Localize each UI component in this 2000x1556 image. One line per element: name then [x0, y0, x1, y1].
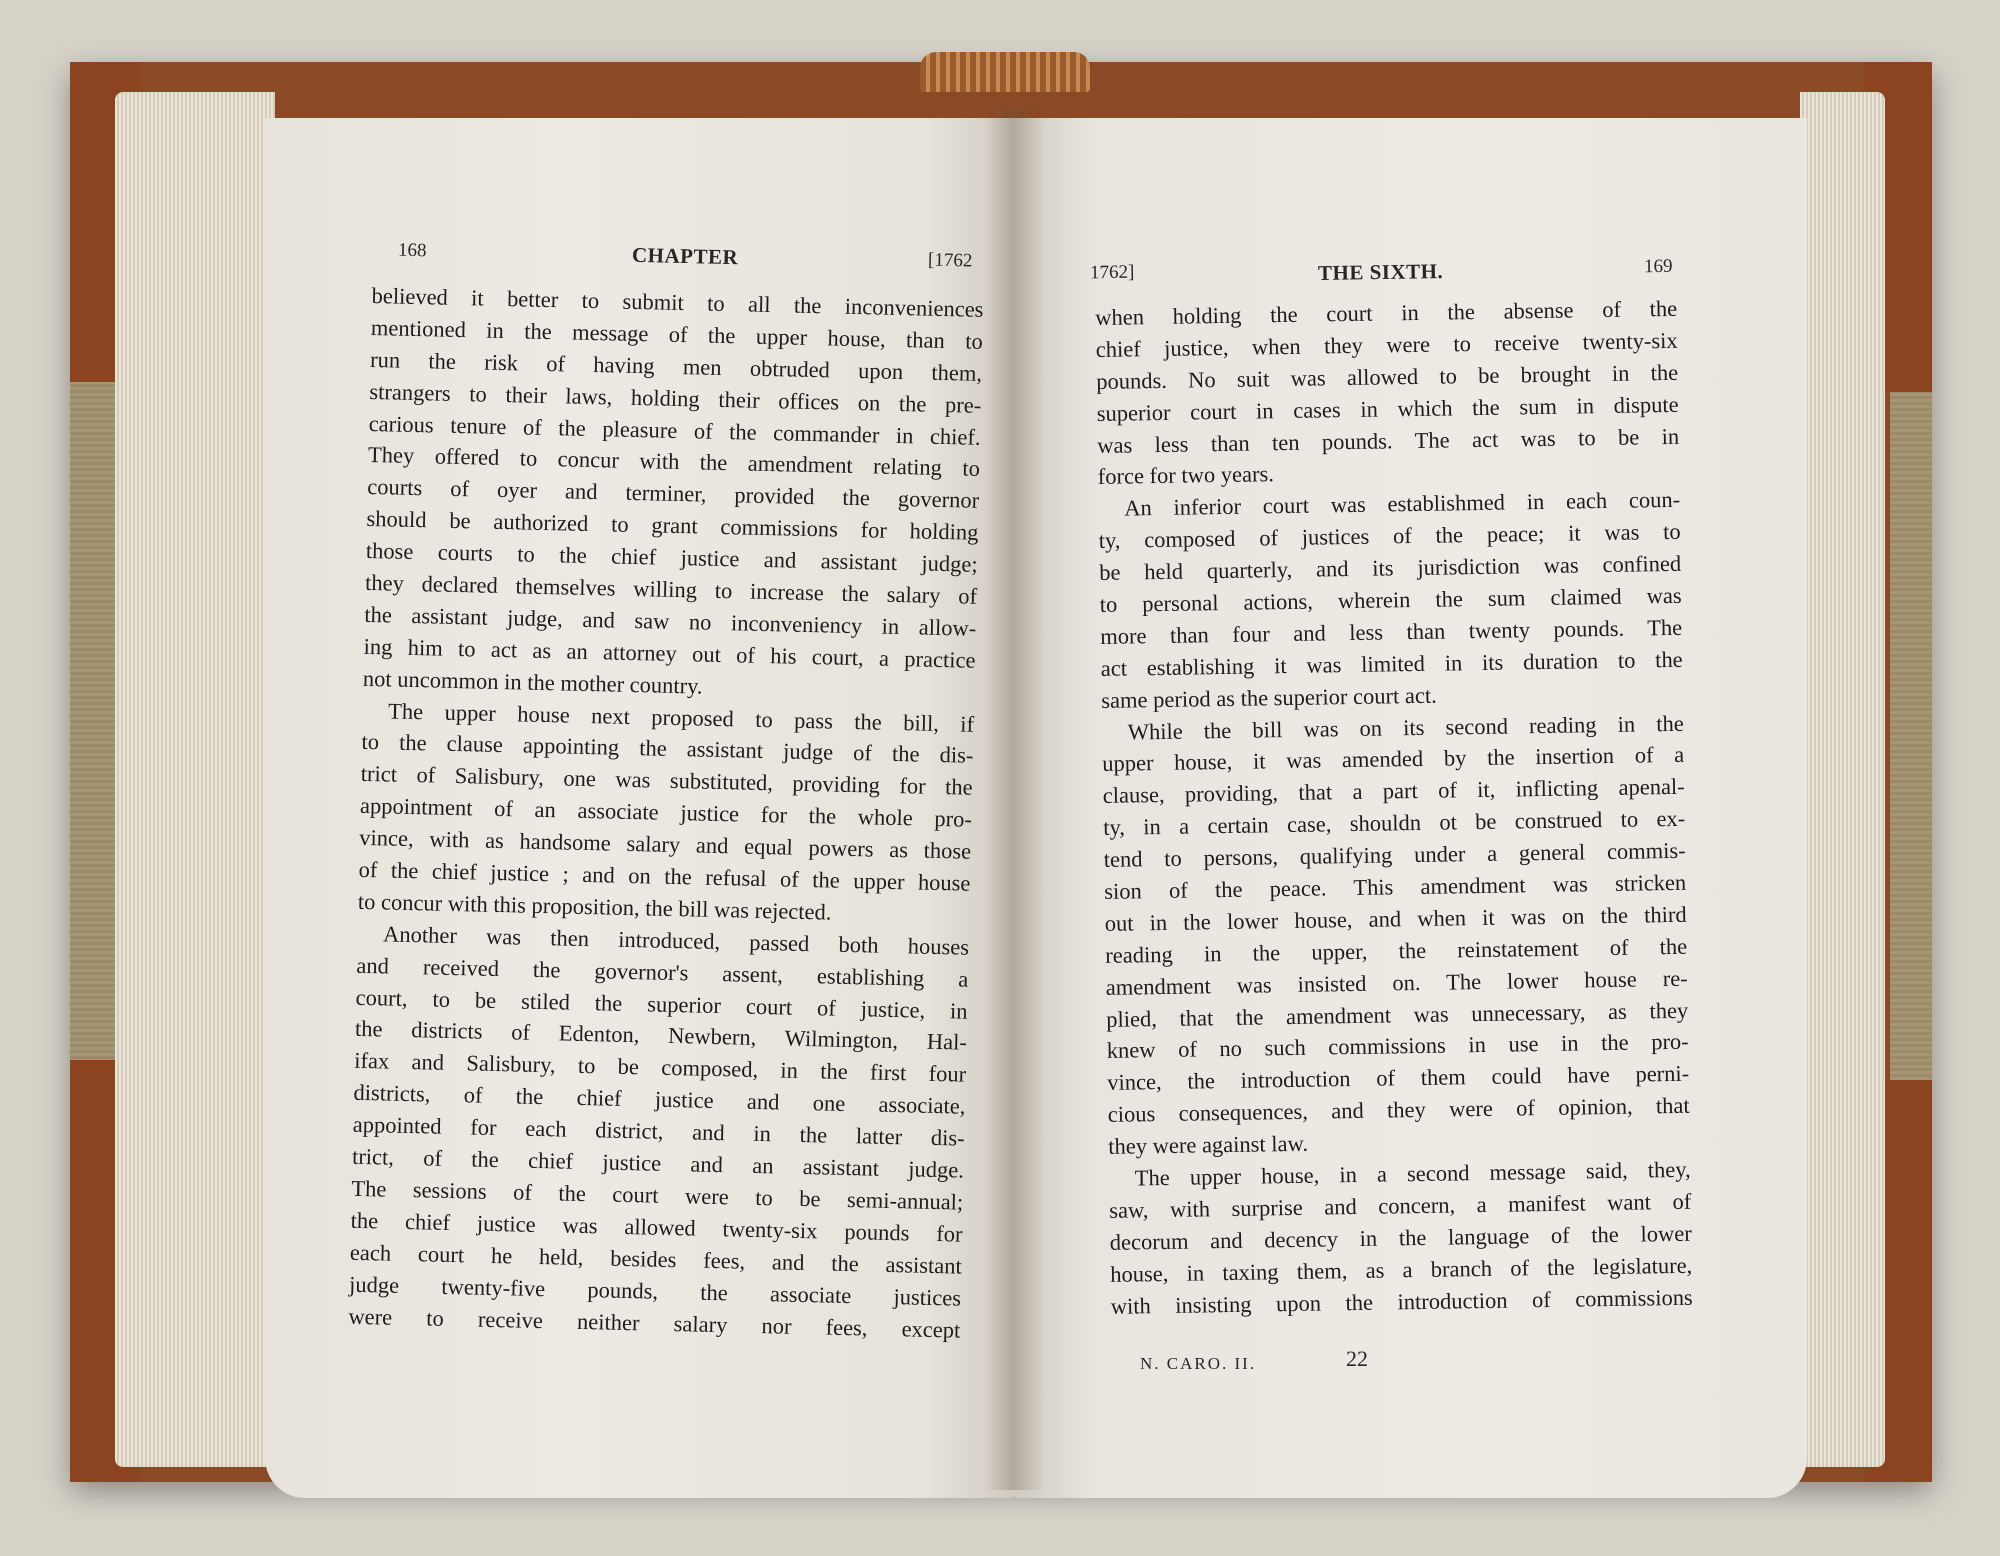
text-line: believed it better to submit to all the inconveniences: [371, 282, 984, 322]
text-line: carious tenure of the pleasure of the commander in chief.: [368, 410, 981, 450]
text-line: should be authorized to grant commissions for holding: [366, 506, 979, 546]
text-line: clause, providing, that a part of it, inflicting apenal-: [1102, 774, 1685, 809]
text-line: the districts of Edenton, Newbern, Wilmington, Hal-: [354, 1016, 968, 1056]
text-line: of the chief justice ; and on the refusal of the upper house: [358, 856, 971, 896]
page-block-edge-left: [115, 92, 275, 1467]
text-line: upper house, it was amended by the insertion of a: [1102, 742, 1685, 777]
signature-mark: N. CARO. II.: [1140, 1354, 1257, 1373]
text-line: amendment was insisted on. The lower house re-: [1105, 965, 1688, 1000]
right-page-text: [1095, 293, 1693, 1323]
text-line: courts of oyer and terminer, provided the governor: [367, 474, 980, 514]
text-line: was less than ten pounds. The act was to be in: [1097, 423, 1680, 458]
text-line: ifax and Salisbury, to be composed, in the first four: [354, 1048, 967, 1088]
text-line: districts, of the chief justice and one associate,: [353, 1080, 966, 1119]
text-line: vince, the introduction of them could have perni-: [1107, 1061, 1690, 1096]
text-line: house, in taxing them, as a branch of the legislature,: [1110, 1252, 1693, 1287]
text-line: sion of the peace. This amendment was stricken: [1104, 869, 1687, 904]
text-line: They offered to concur with the amendment relating to: [367, 442, 981, 482]
text-line: when holding the court in the absense of the: [1095, 295, 1678, 330]
text-line: each court he held, besides fees, and the assistant: [349, 1239, 963, 1279]
text-line: trict of Salisbury, one was substituted, providing for the: [360, 761, 973, 801]
text-line: chief justice, when they were to receive twenty-six: [1095, 327, 1678, 362]
text-line: out in the lower house, and when it was on the third: [1104, 901, 1687, 936]
running-head: CHAPTER: [631, 242, 739, 270]
text-line: act establishing it was limited in its duration to the: [1100, 646, 1683, 681]
header-year: [1762: [927, 249, 973, 272]
text-line: judge twenty-five pounds, the associate justices: [348, 1271, 962, 1311]
text-line: they declared themselves willing to increase the salary of: [364, 569, 978, 609]
text-line: tend to persons, qualifying under a general commis-: [1103, 837, 1686, 873]
text-line: the chief justice was allowed twenty-six pounds for: [350, 1207, 963, 1247]
text-line: more than four and less than twenty pounds. The: [1100, 614, 1683, 649]
text-line: they were against law.: [1108, 1130, 1309, 1160]
text-line: The upper house next proposed to pass the bill, if: [387, 698, 975, 737]
text-line: were to receive neither salary nor fees, except: [348, 1303, 961, 1343]
text-line: those courts to the chief justice and assistant judge;: [365, 538, 978, 577]
text-line: Another was then introduced, passed both houses: [382, 921, 970, 960]
gutter-shadow: [985, 110, 1045, 1490]
text-line: ty, composed of justices of the peace; it was to: [1098, 519, 1681, 554]
page-number: 169: [1643, 255, 1673, 278]
text-line: cious consequences, and they were of opinion, that: [1107, 1093, 1690, 1128]
text-line: ty, in a certain case, shouldn ot be construed to ex-: [1103, 806, 1686, 841]
text-line: ing him to act as an attorney out of his court, a practice: [363, 633, 976, 673]
text-line: An inferior court was establishmed in each coun-: [1124, 487, 1681, 521]
text-line: knew of no such commissions in use in the pro-: [1106, 1029, 1689, 1064]
text-line: court, to be stiled the superior court of justice, in: [355, 984, 968, 1024]
text-line: run the risk of having men obtruded upon them,: [369, 346, 983, 386]
text-line: not uncommon in the mother country.: [362, 665, 703, 699]
text-line: reading in the upper, the reinstatement of the: [1105, 933, 1688, 968]
text-line: pounds. No suit was allowed to be brought in the: [1096, 359, 1679, 394]
spine-headband: [920, 52, 1090, 92]
header-year: 1762]: [1089, 261, 1135, 284]
text-line: to concur with this proposition, the bill was rejected.: [357, 888, 832, 925]
text-line: The sessions of the court were to be semi-annual;: [351, 1175, 964, 1215]
text-line: be held quarterly, and its jurisdiction was confined: [1099, 550, 1682, 586]
text-line: and received the governor's assent, establishing a: [356, 952, 969, 992]
text-line: appointment of an associate justice for the whole pro-: [359, 793, 973, 832]
running-head: THE SIXTH.: [1317, 259, 1444, 285]
text-line: superior court in cases in which the sum in dispute: [1096, 391, 1679, 426]
signature-number: 22: [1346, 1346, 1368, 1371]
text-line: with insisting upon the introduction of commissions: [1110, 1284, 1693, 1319]
page-block-edge-right: [1800, 92, 1885, 1467]
text-line: plied, that the amendment was unnecessary, as they: [1106, 997, 1689, 1032]
page-number: 168: [397, 239, 427, 262]
text-line: strangers to their laws, holding their offices on the pre-: [369, 378, 982, 418]
text-line: to the clause appointing the assistant judge of the dis-: [361, 729, 974, 769]
text-line: While the bill was on its second reading in the: [1127, 710, 1684, 745]
text-line: the assistant judge, and saw no inconveniency in allow-: [364, 601, 977, 641]
text-line: saw, with surprise and concern, a manifest want of: [1109, 1188, 1692, 1223]
left-page-text: [348, 280, 984, 1346]
text-line: vince, with as handsome salary and equal powers as those: [359, 825, 972, 864]
text-line: force for two years.: [1097, 461, 1275, 490]
text-line: mentioned in the message of the upper house, than to: [370, 314, 984, 354]
text-line: same period as the superior court act.: [1101, 682, 1437, 713]
text-line: trict, of the chief justice and an assistant judge.: [351, 1143, 965, 1183]
text-line: The upper house, in a second message said, they,: [1134, 1156, 1691, 1191]
text-line: decorum and decency in the language of the lower: [1109, 1220, 1692, 1255]
text-line: to personal actions, wherein the sum claimed was: [1099, 582, 1682, 617]
text-line: appointed for each district, and in the latter dis-: [352, 1111, 965, 1151]
